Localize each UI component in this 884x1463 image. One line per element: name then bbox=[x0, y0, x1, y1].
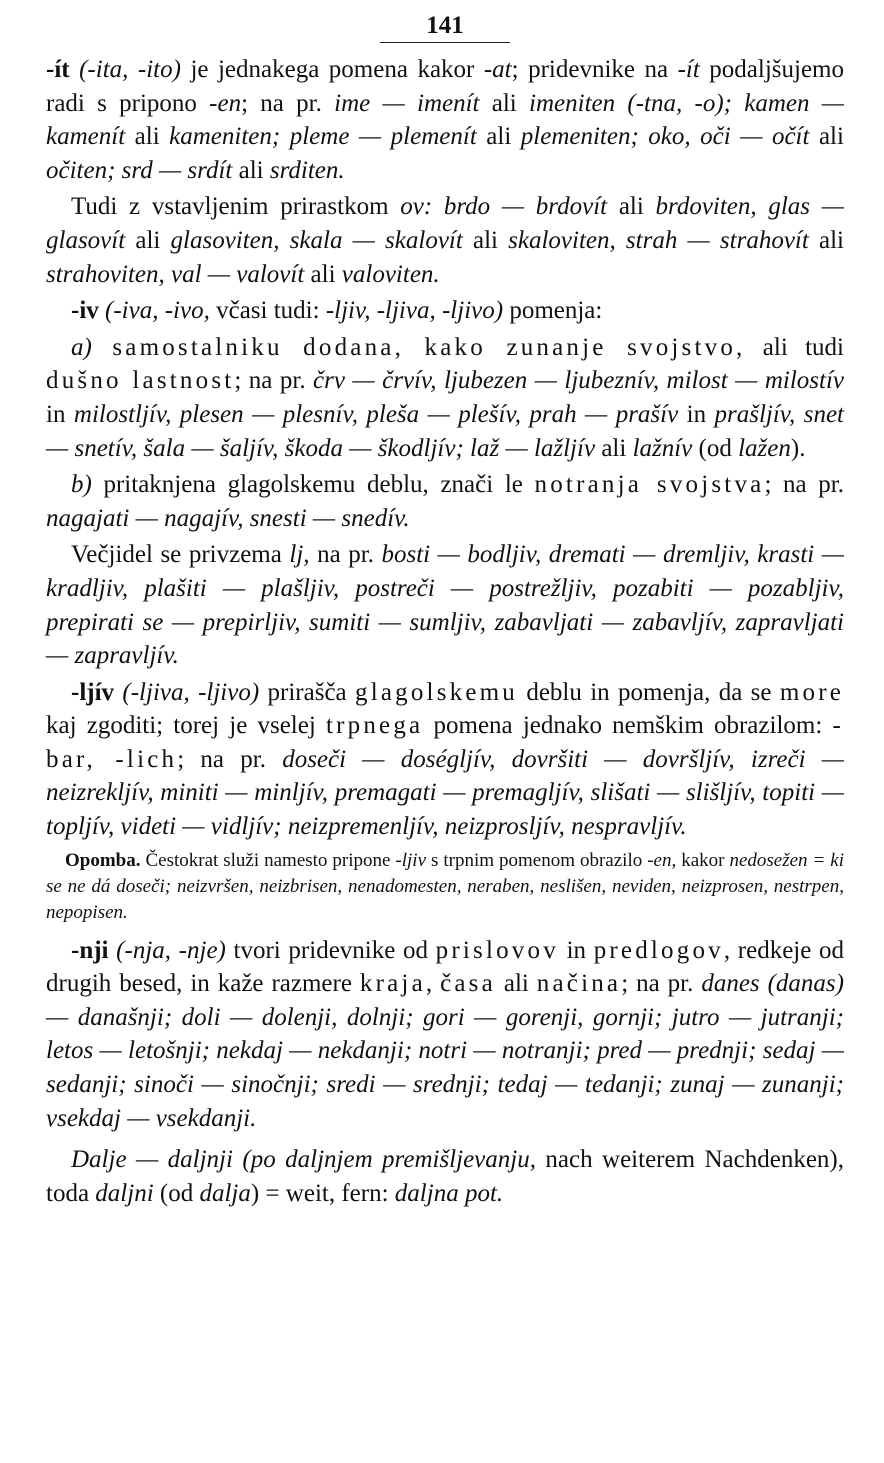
paragraph-nji-suffix: -nji (-nja, -nje) tvori pridevnike od prislovov in predlogov, redkeje od drugih besed, in kaže razmere kraja, časa ali načina; na pr. danes (danas) — današnji; doli — dolenji, dolnji; gori — gorenji, gornji; jutro — jutranji; letos — letošnji; nekdaj — nekdanji; notri — notranji; pred — prednji; sedaj — sedanji; sinoči — sinočnji; sredi — srednji; tedaj — tedanji; zunaj — zunanji; vsekdaj — vsekdanji. bbox=[46, 936, 844, 1132]
paragraph-lj: Večjidel se privzema lj, na pr. bosti — bodljiv, dremati — dremljiv, krasti — kradljiv, plašiti — plašljiv, postreči — postrežljiv, pozabiti — pozabljiv, prepirati se — prepirljiv, sumiti — sumljiv, zabavljati — zabavljív, zapravljati — zapravljív. bbox=[46, 541, 844, 670]
header-rule bbox=[380, 42, 510, 43]
suffix-term: -iv bbox=[71, 297, 99, 325]
suffix-term: -ít bbox=[46, 56, 70, 83]
paragraph-it-suffix: -ít (-ita, -ito) je jednakega pomena kakor -at; pridevnike na -ít podaljšujemo radi s pripono -en; na pr. ime — imenít ali imeniten (-tna, -o); kamen — kamenít ali kameniten; pleme — plemenít ali plemeniten; oko, oči — očít ali očiten; srd — srdít ali srditen. bbox=[46, 56, 844, 184]
paragraph-b: b) pritaknjena glagolskemu deblu, znači le notranja svojstva; na pr. nagajati — nagajív, snesti — snedív. bbox=[46, 471, 844, 532]
paragraph-ljiv-suffix: -ljív (-ljiva, -ljivo) priraščа glagolskemu deblu in pomenja, da se more kaj zgoditi; torej je vselej trpnega pomena jednako nemškim obrazilom: -bar, -lich; na pr. doseči — doségljív, dovršiti — dovršljív, izreči — neizrekljív, miniti — minljív, premagati — premagljív, slišati — slišljív, topiti — topljív, videti — vidljív; neizpremenljív, neizproslјív, nespravljív. bbox=[46, 678, 845, 841]
paragraph-dalje: Dalje — daljnji (po daljnjem premišljevanju, nach weiterem Nachdenken), toda daljni (od dalja) = weit, fern: daljna pot. bbox=[46, 1146, 844, 1207]
suffix-term: -ljív bbox=[71, 678, 115, 706]
paragraph-ov-infix: Tudi z vstavljenim prirastkom ov: brdo — brdovít ali brdoviten, glas — glasovít ali glasoviten, skala — skalovít ali skaloviten, strah — strahovít ali strahoviten, val — valovít ali valoviten. bbox=[46, 193, 844, 288]
paragraph-iv-suffix: -iv (-iva, -ivo, včasi tudi: -ljiv, -ljiva, -ljivo) pomenja: bbox=[71, 297, 603, 325]
suffix-term: -nji bbox=[71, 936, 109, 964]
page-number: 141 bbox=[426, 12, 464, 39]
paragraph-a: a) samostalniku dodana, kako zunanje svojstvo, ali tudi dušno lastnost; na pr. črv — črvív, ljubezen — ljubeznív, milost — milostív in milostljív, plesen — plesnív, pleša — plešív, prah — prašív in prašljív, snet — snetív, šala — šaljív, škoda — škodljív; laž — lažljív ali lažnív (od lažen). bbox=[46, 333, 845, 462]
footnote-opomba: Opomba. Čestokrat služi namesto pripone -ljiv s trpnim pomenom obrazilo -en, kakor nedosežen = ki se ne dá doseči; neizvršen, neizbrisen, nenadomesten, neraben, neslišen, neviden, neizprosen, nestrpen, nepopisen. bbox=[46, 849, 845, 923]
note-label: Opomba. bbox=[65, 849, 141, 871]
